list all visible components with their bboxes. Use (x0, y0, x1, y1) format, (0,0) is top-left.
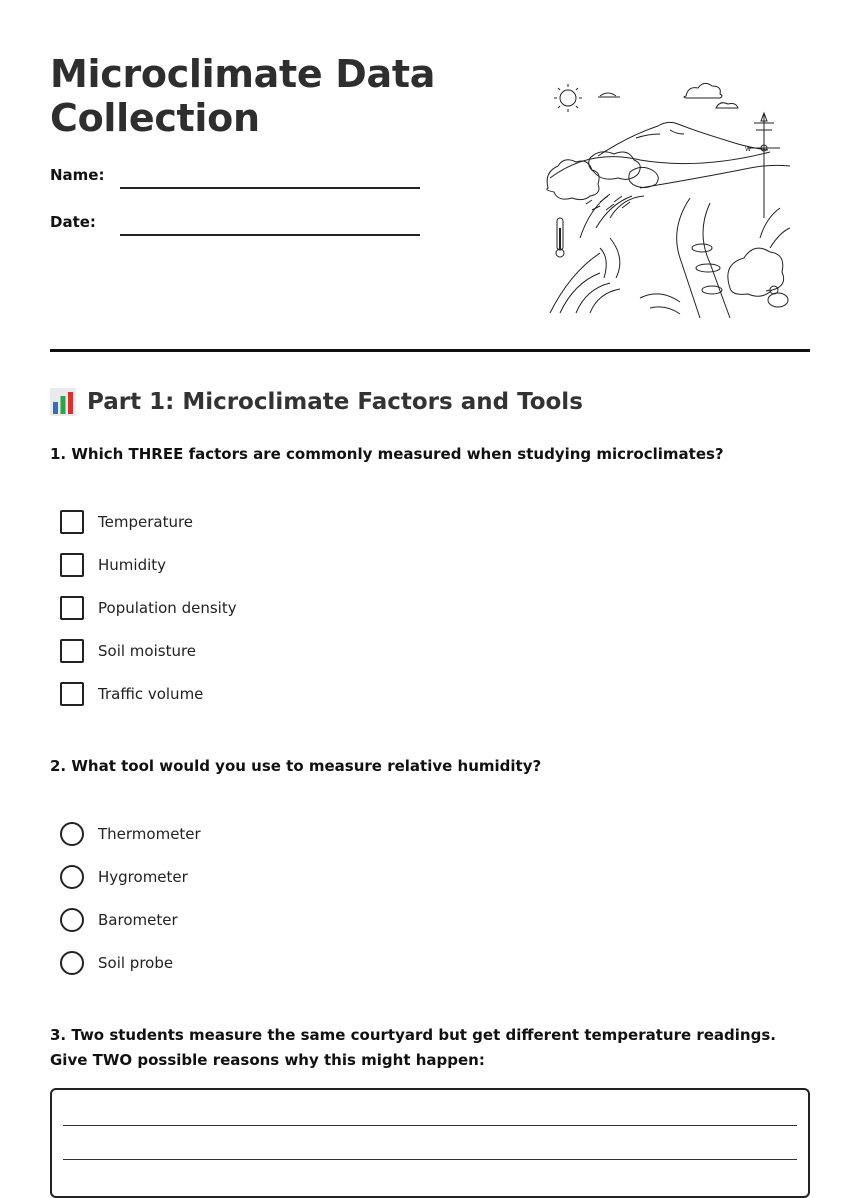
radio-button[interactable] (60, 865, 84, 889)
q1-option-soil-moisture[interactable] (60, 639, 196, 663)
checkbox[interactable] (60, 553, 84, 577)
option-label: Barometer (98, 911, 178, 929)
q2-option-hygrometer[interactable] (60, 865, 188, 889)
q1-option-humidity[interactable] (60, 553, 166, 577)
cloud-icon (684, 83, 722, 98)
thermometer-icon (556, 218, 564, 257)
worksheet-title: Microclimate Data Collection (50, 52, 436, 140)
q1-option-temperature[interactable] (60, 510, 193, 534)
option-label: Thermometer (98, 825, 201, 843)
checkbox[interactable] (60, 510, 84, 534)
bar-chart-icon (50, 388, 76, 416)
name-label: Name: (50, 166, 105, 184)
q2-option-barometer[interactable] (60, 908, 178, 932)
checkbox[interactable] (60, 639, 84, 663)
answer-line (63, 1159, 797, 1160)
q1-option-population-density[interactable] (60, 596, 237, 620)
date-label: Date: (50, 213, 96, 231)
question-3: 3. Two students measure the same courtyard but get different temperature readings. Give TWO possible reasons why this might happen: (50, 1026, 776, 1069)
landscape-illustration (540, 78, 800, 323)
question-1: 1. Which THREE factors are commonly measured when studying microclimates? (50, 445, 724, 463)
q1-option-traffic-volume[interactable] (60, 682, 203, 706)
section-title: Part 1: Microclimate Factors and Tools (87, 389, 583, 415)
q3-answer-box[interactable] (50, 1088, 810, 1198)
bird-icon (766, 286, 788, 307)
checkbox[interactable] (60, 596, 84, 620)
option-label: Traffic volume (98, 685, 204, 703)
name-field-line[interactable] (120, 187, 420, 189)
section-heading (50, 388, 583, 416)
option-label: Soil moisture (98, 642, 197, 660)
option-label: Humidity (98, 556, 167, 574)
svg-text:W: W (745, 146, 751, 153)
sun-icon (554, 84, 582, 112)
answer-line (63, 1125, 797, 1126)
option-label: Soil probe (98, 954, 174, 972)
radio-button[interactable] (60, 951, 84, 975)
header-divider (50, 349, 810, 352)
option-label: Hygrometer (98, 868, 188, 886)
question-2: 2. What tool would you use to measure relative humidity? (50, 757, 542, 775)
q2-option-soil-probe[interactable] (60, 951, 173, 975)
q2-option-thermometer[interactable] (60, 822, 201, 846)
checkbox[interactable] (60, 682, 84, 706)
option-label: Population density (98, 599, 237, 617)
option-label: Temperature (98, 513, 194, 531)
date-field-line[interactable] (120, 234, 420, 236)
radio-button[interactable] (60, 908, 84, 932)
radio-button[interactable] (60, 822, 84, 846)
